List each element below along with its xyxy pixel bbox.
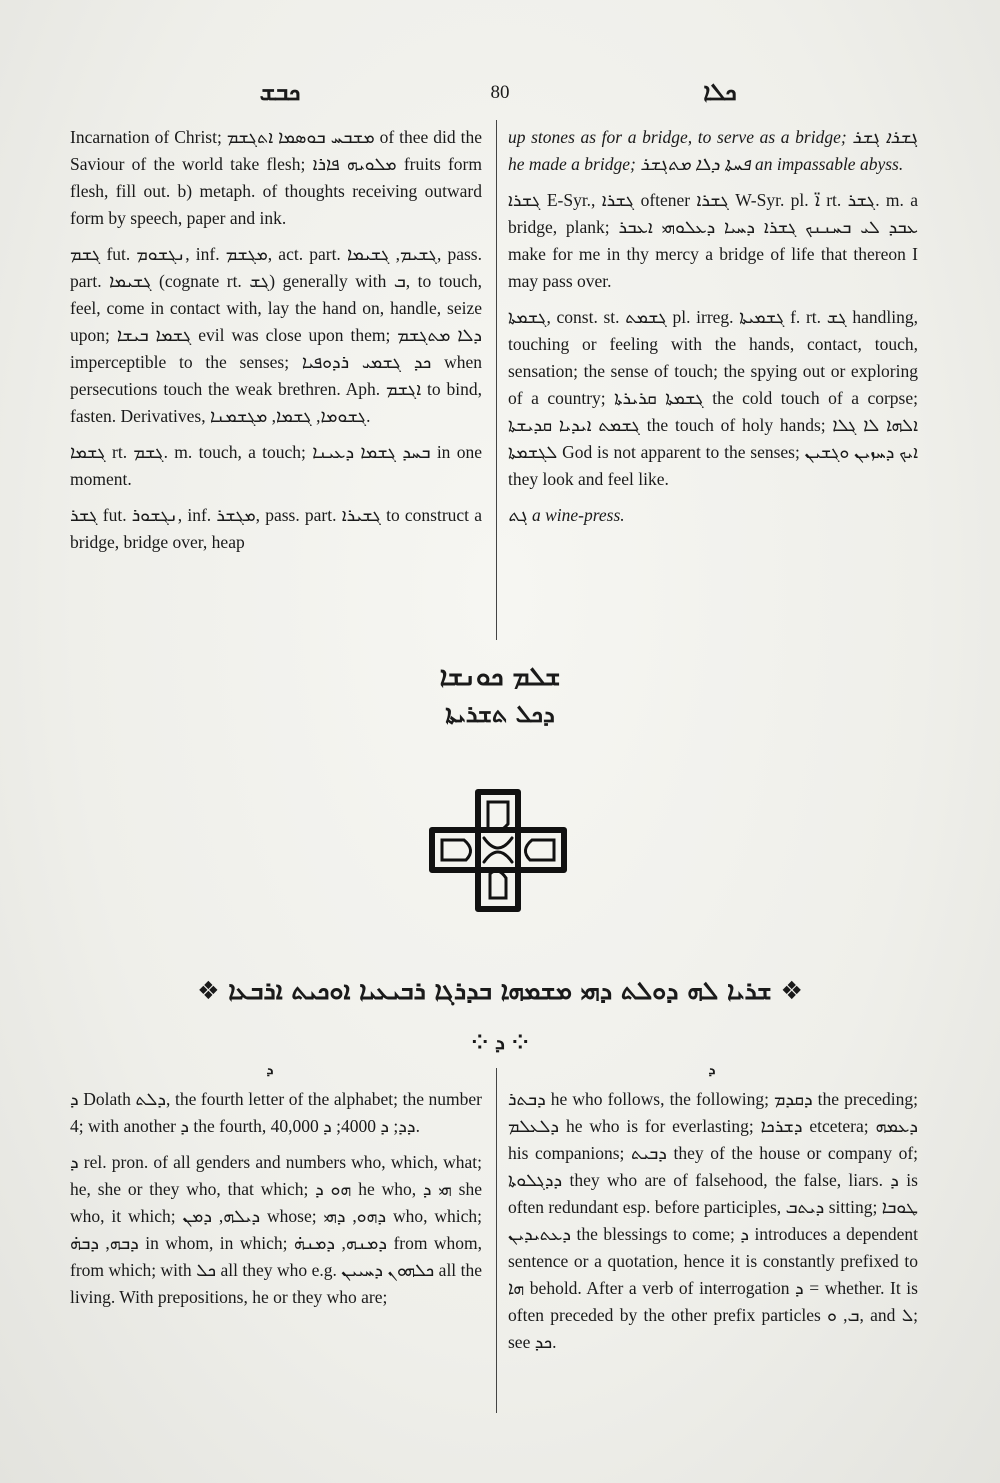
lower-left-column <box>70 1086 482 1311</box>
left-letter-header: ܕ <box>266 1062 274 1078</box>
entry-paragraph: ܓܫܪܐ E-Syr., ܓܫܪܐ oftener ܓܫܪܐ W-Syr. pl. ܐ̈ rt. ܓܫܪ. m. a bridge, plank; ܥܒܕ ܠܝ ܒܚܢܢܟ ܓܫܪܐ ܕܚܝܐ ܕܥܠܘܗܝ ܐܥܒܪ make for me in thy mercy a bridge of life that thereon I may pass over. <box>508 190 919 291</box>
section-letter-line: ⁘ ܕ ⁘ <box>471 1030 529 1054</box>
entry-paragraph: ܓܫܡܐ rt. ܓܫܡ. m. touch, a touch; ܒܚܕ ܓܫܡܐ ܕܥܝܢܐ in one moment. <box>70 442 482 489</box>
colophon-line-2: ܕܟܠ ܬܫܪܝܬܐ <box>445 700 555 728</box>
entry-paragraph: ܓܫܡܬܐ, const. st. ܓܫܡܬ pl. irreg. ܓܫܡܝܬܐ f. rt. ܓܫ handling, touching or feeling with the hands, contact, touch, sensation; the sense of touch; the spying out or exploring of a country; ܓܫܡܬܐ ܩܪܝܪܬܐ the cold touch of a corpse; ܓܫܡܬ ܐܝܕܝܐ ܩܕܝܫܬܐ the touch of holy hands; ܐܠܗܐ ܠܐ ܓܠܐ ܠܓܫܡܬܐ God is not apparent to the senses; ܐܝܟ ܕܚܙܝܢ ܘܓܫܝܢ they look and feel like. <box>508 307 918 489</box>
right-column <box>508 124 918 529</box>
entry-paragraph: ܕ rel. pron. of all genders and numbers who, which, what; he, she or they who, that which; ܗܘ ܕ he who, ܗܝ ܕ she who, it which; ܕܝܠܗ, ܕܡܢ whose; ܕܗܘ, ܕܗܝ who, which; ܕܒܗ, ܕܒܗ̇ in whom, in which; ܕܡܢܗ, ܕܡܢܗ̇ from whom, from which; with ܟܠ all they who e.g. ܟܠܗܘܢ ܕܚܝܝܢ all the living. With prepositions, he or they who are; <box>70 1152 483 1307</box>
entry-paragraph: ܕܒܬܪ he who follows, the following; ܕܩܕܡ the preceding; ܕܠܥܠܡ he who is for everlasting; ܕܫܪܟܐ etcetera; ܕܥܡܗ his companions; ܕܒܝܬ they of the house or company of; ܕܕܓܠܘܬܐ they who are of falsehood, the false, liars. ܕ is often redundant esp. before participles, ܕܝܬܒ sitting; ܛܘܒܐ ܕܥܬܝܕܝܢ the blessings to come; ܕ introduces a dependent sentence or a quotation, hence it is constantly prefixed to ܗܐ behold. After a verb of interrogation ܕ = whether. It is often preceded by the other prefix particles ܒ, ܘ, and ܠ; see ܟܕ. <box>508 1089 919 1352</box>
column-rule-upper <box>496 120 497 640</box>
entry-paragraph: ܓܫܡ fut. ܢܓܫܘܡ, inf. ܡܓܫܡ, act. part. ܓܫܝܡ, ܓܫܝܡܐ, pass. part. ܓܫܝܡܐ (cognate rt. ܓܫ) generally with ܒ, to touch, feel, come in contact with, lay the hand on, handle, seize upon; ܓܫܡܐ ܒܝܫܐ evil was close upon them; ܕܠܐ ܡܬܓܫܡ imperceptible to the senses; ܟܕ ܓܫܡܝ ܪܕܘܦܝܐ when persecutions touch the weak brethren. Aph. ܐܓܫܡ to bind, fasten. Derivatives, ܓܫܘܡܐ, ܓܫܡܐ, ܡܓܫܡܢܐ. <box>70 244 483 426</box>
entry-paragraph: ܓܫܪ fut. ܢܓܫܘܪ, inf. ܡܓܫܪ, pass. part. ܓܫܝܪܐ to construct a bridge, bridge over, heap <box>70 505 482 552</box>
entry-paragraph: Incarnation of Christ; ܡܫܒܚ ܒܘܣܡܐ ܐܬܓܫܡ of thee did the Saviour of the world take flesh; ܡܠܘܝܗ ܦܐܪܐ fruits form flesh, fill out. b) metaph. of thoughts receiving outward form by speech, paper and ink. <box>70 127 482 228</box>
colophon-line-1: ܫܠܡ ܟܘܢܫܐ <box>439 662 561 692</box>
left-headword: ܟܒܫ <box>259 78 301 106</box>
section-title: ❖ ܫܪܝܐ ܠܗ ܕܘܠܬ ܕܗܝ ܡܫܡܗܐ ܒܕܪܓܐ ܪܒܝܥܝܐ ܐܘܟܝܬ ܐܪܒܥܐ ❖ <box>197 976 803 1005</box>
entry-paragraph: up stones as for a bridge, to serve as a bridge; ܓܫܪܐ ܓܫܪ he made a bridge; ܦܚܬܐ ܕܠܐ ܡܬܓܫܪ an impassable abyss. <box>508 127 918 174</box>
right-headword: ܟܠܐ <box>703 78 737 106</box>
lower-right-column <box>508 1086 918 1356</box>
column-rule-lower <box>496 1068 497 1413</box>
entry-paragraph: ܓܬ a wine-press. <box>508 505 625 525</box>
right-letter-header: ܕ <box>708 1062 716 1078</box>
page-number: 80 <box>490 82 510 103</box>
left-column <box>70 124 482 556</box>
cross-knot-ornament-icon <box>428 788 568 913</box>
entry-paragraph: ܕ Dolath ܕܠܬ, the fourth letter of the alphabet; the number 4; with another ܕ the fourth, ܕܕ; ܕ 4000; ܕ 40,000. <box>70 1089 482 1136</box>
